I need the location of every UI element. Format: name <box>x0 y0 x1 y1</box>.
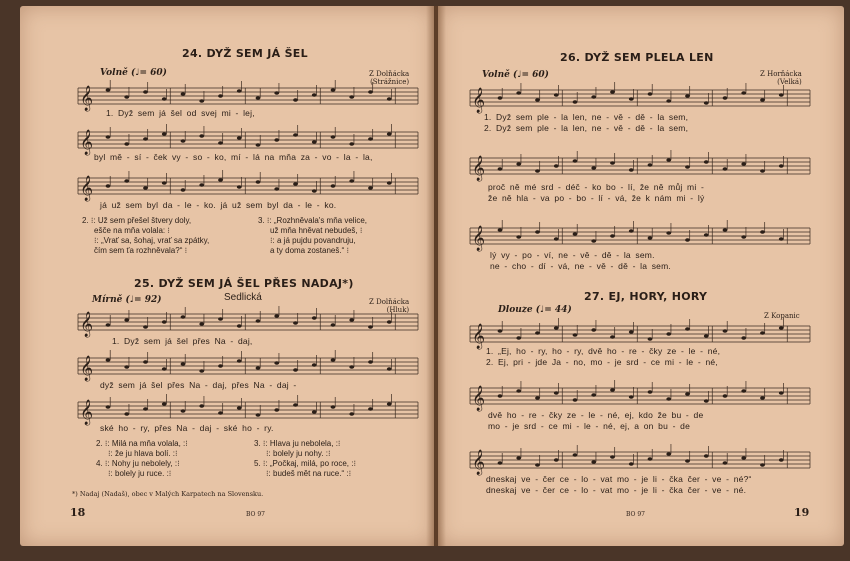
note-head <box>199 404 204 408</box>
note-head <box>162 320 167 324</box>
note-head <box>685 165 690 169</box>
note-head <box>723 461 728 465</box>
note-head <box>218 364 223 368</box>
note-head <box>591 328 596 332</box>
song-26-lyric-2: 2. Dyž sem ple - la len, ne - vě - dě - la sem, <box>484 123 689 133</box>
note-head <box>274 187 279 191</box>
treble-clef-icon: 𝄞 <box>80 176 94 201</box>
note-head <box>516 336 521 340</box>
note-head <box>779 458 784 462</box>
note-head <box>779 93 784 97</box>
note-head <box>629 462 634 466</box>
note-head <box>274 91 279 95</box>
note-head <box>685 94 690 98</box>
note-head <box>610 455 615 459</box>
note-head <box>723 96 728 100</box>
note-head <box>516 162 521 166</box>
song-25-subtitle: Sedlická <box>224 292 262 303</box>
note-head <box>573 333 578 337</box>
note-head <box>274 138 279 142</box>
note-head <box>498 96 503 100</box>
song-25-tempo: Mírně (♩= 92) <box>92 295 162 305</box>
song-26-staff-3 <box>470 226 810 251</box>
song-25-lyric-line-3: ské ho - ry, přes Na - daj - ské ho - ry. <box>100 423 274 433</box>
note-head <box>143 137 148 141</box>
note-head <box>629 168 634 172</box>
note-head <box>312 316 317 320</box>
song-25-verse-3-line-2: ⁝: bolely ju nohy. :⁝ <box>266 449 331 458</box>
song-25-staff-2 <box>78 356 418 381</box>
note-head <box>274 361 279 365</box>
song-24-lyric-line-2: byl mě - sí - ček vy - so - ko, mí - lá na mňa za - vo - la - la, <box>94 152 373 162</box>
song-27-lyric-2: 2. Ej, pri - jde Ja - no, mo - je srd - ce mi - le - né, <box>486 357 718 367</box>
song-24-source-village: (Strážnice) <box>370 78 410 86</box>
note-head <box>199 322 204 326</box>
note-head <box>143 360 148 364</box>
note-head <box>629 97 634 101</box>
note-head <box>723 394 728 398</box>
note-head <box>760 98 765 102</box>
note-head <box>648 92 653 96</box>
note-head <box>218 94 223 98</box>
note-head <box>610 90 615 94</box>
note-head <box>610 335 615 339</box>
note-head <box>648 236 653 240</box>
song-25-verse-2-line-2: ⁝: že ju hlava bolí. :⁝ <box>108 449 178 458</box>
note-head <box>648 337 653 341</box>
note-head <box>648 390 653 394</box>
note-head <box>535 98 540 102</box>
book-gutter <box>426 6 446 546</box>
note-head <box>349 95 354 99</box>
note-head <box>162 132 167 136</box>
note-head <box>535 463 540 467</box>
note-head <box>629 330 634 334</box>
note-head <box>666 332 671 336</box>
note-head <box>293 133 298 137</box>
note-head <box>256 413 261 417</box>
note-head <box>573 232 578 236</box>
song-25-verse-4-line-1: 4. ⁝: Nohy ju nebolely, :⁝ <box>96 459 180 468</box>
note-head <box>124 412 129 416</box>
note-head <box>349 179 354 183</box>
song-24-staff-2 <box>78 130 418 155</box>
note-head <box>535 230 540 234</box>
note-head <box>554 164 559 168</box>
note-head <box>723 167 728 171</box>
treble-clef-icon: 𝄞 <box>472 156 486 181</box>
note-head <box>535 169 540 173</box>
note-head <box>610 388 615 392</box>
note-head <box>741 162 746 166</box>
note-head <box>591 95 596 99</box>
note-head <box>591 393 596 397</box>
note-head <box>516 235 521 239</box>
note-head <box>237 89 242 93</box>
note-head <box>760 463 765 467</box>
note-head <box>554 237 559 241</box>
note-head <box>181 315 186 319</box>
song-25-verse-2-line-1: 2. ⁝: Milá na mňa volala, :⁝ <box>96 439 188 448</box>
note-head <box>331 88 336 92</box>
note-head <box>162 181 167 185</box>
note-head <box>237 406 242 410</box>
note-head <box>237 324 242 328</box>
song-27-source: Z Kopanic <box>764 312 800 320</box>
note-head <box>591 166 596 170</box>
song-24-tempo: Volně (♩= 60) <box>100 68 167 78</box>
note-head <box>106 184 111 188</box>
song-27-lyric-5: dneskaj ve - čer ce - lo - vat mo - je li - čka čer - ve - né?“ <box>486 474 752 484</box>
song-26-lyric-4: že ně hla - va po - bo - lí - vá, že k nám mi - lý <box>488 193 705 203</box>
note-head <box>256 180 261 184</box>
song-25-source-region: Z Dolňácka <box>369 298 410 306</box>
note-head <box>124 142 129 146</box>
song-25-staff-3 <box>78 400 418 425</box>
note-head <box>535 331 540 335</box>
note-head <box>387 320 392 324</box>
treble-clef-icon: 𝄞 <box>472 324 486 349</box>
treble-clef-icon: 𝄞 <box>472 450 486 475</box>
song-24-staff-1 <box>78 86 418 111</box>
left-page-code: BO 97 <box>246 511 265 518</box>
note-head <box>704 454 709 458</box>
note-head <box>199 99 204 103</box>
note-head <box>685 392 690 396</box>
song-27-tempo: Dlouze (♩= 44) <box>498 305 572 315</box>
note-head <box>685 327 690 331</box>
note-head <box>741 389 746 393</box>
song-27-staff-1 <box>470 324 810 349</box>
note-head <box>591 460 596 464</box>
note-head <box>554 326 559 330</box>
song-25-verses-3-5 <box>254 439 356 479</box>
song-26-title: 26. DYŽ SEM PLELA LEN <box>560 51 714 64</box>
note-head <box>331 405 336 409</box>
treble-clef-icon: 𝄞 <box>80 86 94 111</box>
song-25-title: 25. DYŽ SEM JÁ ŠEL PŘES NADAJ*) <box>134 277 354 290</box>
note-head <box>331 135 336 139</box>
note-head <box>312 93 317 97</box>
song-24-staff-3 <box>78 176 418 201</box>
song-27-title: 27. EJ, HORY, HORY <box>584 290 708 303</box>
note-head <box>293 368 298 372</box>
song-24-lyric-line-3: já už sem byl da - le - ko. já už sem byl da - le - ko. <box>100 200 337 210</box>
note-head <box>368 90 373 94</box>
note-head <box>760 230 765 234</box>
note-head <box>741 91 746 95</box>
song-27-lyric-6: dneskaj ve - čer ce - lo - vat mo - je li - čka čer - ve - né. <box>486 485 747 495</box>
note-head <box>498 228 503 232</box>
note-head <box>648 163 653 167</box>
song-25-verse-5-line-2: ⁝: budeš mět na ruce.“ :⁝ <box>266 469 352 478</box>
note-head <box>349 142 354 146</box>
treble-clef-icon: 𝄞 <box>80 356 94 381</box>
song-27-staff-3 <box>470 450 810 475</box>
note-head <box>143 90 148 94</box>
song-27-lyric-1: 1. „Ej, ho - ry, ho - ry, dvě ho - re - čky ze - le - né, <box>486 346 721 356</box>
song-24-verse-3: 3. ⁝: „Rozhněvala's mňa velice, už mňa hněvat nebudeš, ⁝ ⁝: a já pujdu povandruju, a ty doma zostaneš.“ ⁝ <box>258 216 368 255</box>
note-head <box>535 396 540 400</box>
note-head <box>516 389 521 393</box>
note-head <box>498 394 503 398</box>
note-head <box>387 181 392 185</box>
note-head <box>741 336 746 340</box>
note-head <box>143 186 148 190</box>
note-head <box>256 319 261 323</box>
note-head <box>349 365 354 369</box>
song-27-lyric-3: dvě ho - re - čky ze - le - né, ej, kdo že bu - de <box>488 410 704 420</box>
note-head <box>331 184 336 188</box>
note-head <box>256 366 261 370</box>
note-head <box>368 325 373 329</box>
note-head <box>124 318 129 322</box>
note-head <box>779 164 784 168</box>
note-head <box>143 325 148 329</box>
song-25-verses-2-4 <box>96 439 188 479</box>
song-26-lyric-6: ne - cho - dí - vá, ne - vě - dě - la sem. <box>490 261 671 271</box>
treble-clef-icon: 𝄞 <box>472 386 486 411</box>
song-24-title: 24. DYŽ SEM JÁ ŠEL <box>182 47 308 60</box>
note-head <box>124 95 129 99</box>
note-head <box>685 459 690 463</box>
note-head <box>256 96 261 100</box>
note-head <box>312 140 317 144</box>
note-head <box>666 158 671 162</box>
note-head <box>573 100 578 104</box>
note-head <box>516 91 521 95</box>
note-head <box>256 143 261 147</box>
note-head <box>199 134 204 138</box>
note-head <box>312 189 317 193</box>
note-head <box>629 229 634 233</box>
note-head <box>199 369 204 373</box>
song-25-lyric-line-1: 1. Dyž sem já šel přes Na - daj, <box>112 336 253 346</box>
note-head <box>106 358 111 362</box>
note-head <box>218 411 223 415</box>
note-head <box>106 323 111 327</box>
note-head <box>331 323 336 327</box>
note-head <box>648 457 653 461</box>
note-head <box>162 367 167 371</box>
note-head <box>106 88 111 92</box>
note-head <box>741 456 746 460</box>
song-26-lyric-1: 1. Dyž sem ple - la len, ne - vě - dě - la sem, <box>484 112 689 122</box>
note-head <box>237 136 242 140</box>
note-head <box>685 238 690 242</box>
note-head <box>181 188 186 192</box>
note-head <box>387 367 392 371</box>
song-26-staff-2 <box>470 156 810 181</box>
note-head <box>573 398 578 402</box>
note-head <box>293 321 298 325</box>
note-head <box>368 186 373 190</box>
right-page-number: 19 <box>794 506 810 519</box>
song-26-source-region: Z Horňácka <box>760 70 802 78</box>
song-25-source-village: (Hluk) <box>386 306 410 314</box>
treble-clef-icon: 𝄞 <box>472 226 486 251</box>
song-25-lyric-line-2: dyž sem já šel přes Na - daj, přes Na - daj - <box>100 380 297 390</box>
song-25-footnote: *) Nadaj (Nadaš), obec v Malých Karpatech na Slovensku. <box>72 490 264 498</box>
right-page-code: BO 97 <box>626 511 645 518</box>
treble-clef-icon: 𝄞 <box>472 88 486 113</box>
note-head <box>237 359 242 363</box>
note-head <box>387 132 392 136</box>
song-26-staff-1 <box>470 88 810 113</box>
note-head <box>741 235 746 239</box>
note-head <box>124 179 129 183</box>
song-26-lyric-5: lý vy - po - ví, ne - vě - dě - la sem. <box>490 250 655 260</box>
note-head <box>387 97 392 101</box>
song-25-verse-4-line-2: ⁝: bolely ju ruce. :⁝ <box>108 469 172 478</box>
note-head <box>218 317 223 321</box>
note-head <box>723 329 728 333</box>
note-head <box>368 407 373 411</box>
note-head <box>124 365 129 369</box>
left-page-number: 18 <box>70 506 86 519</box>
note-head <box>312 410 317 414</box>
note-head <box>293 403 298 407</box>
treble-clef-icon: 𝄞 <box>80 130 94 155</box>
song-25-verse-5-line-1: 5. ⁝: „Počkaj, milá, po roce, :⁝ <box>254 459 357 468</box>
note-head <box>368 360 373 364</box>
note-head <box>498 329 503 333</box>
note-head <box>498 461 503 465</box>
song-26-lyric-3: proč ně mé srd - déč - ko bo - lí, že ně můj mi - <box>488 182 704 192</box>
note-head <box>293 98 298 102</box>
note-head <box>312 363 317 367</box>
note-head <box>554 93 559 97</box>
note-head <box>666 397 671 401</box>
note-head <box>274 408 279 412</box>
note-head <box>237 185 242 189</box>
note-head <box>610 161 615 165</box>
note-head <box>573 159 578 163</box>
note-head <box>779 237 784 241</box>
note-head <box>610 234 615 238</box>
note-head <box>629 395 634 399</box>
note-head <box>181 139 186 143</box>
note-head <box>181 362 186 366</box>
treble-clef-icon: 𝄞 <box>80 400 94 425</box>
note-head <box>106 405 111 409</box>
note-head <box>704 101 709 105</box>
song-27-lyric-4: mo - je srd - ce mi - le - né, ej, a on bu - de <box>488 421 691 431</box>
note-head <box>349 318 354 322</box>
note-head <box>218 141 223 145</box>
note-head <box>704 160 709 164</box>
note-head <box>704 399 709 403</box>
note-head <box>666 452 671 456</box>
note-head <box>162 402 167 406</box>
note-head <box>387 402 392 406</box>
note-head <box>704 233 709 237</box>
note-head <box>760 396 765 400</box>
note-head <box>760 169 765 173</box>
song-26-tempo: Volně (♩= 60) <box>482 70 549 80</box>
note-head <box>274 314 279 318</box>
songbook-spread <box>14 6 844 554</box>
song-27-staff-2 <box>470 386 810 411</box>
song-24-source <box>369 70 409 86</box>
song-26-source <box>760 70 802 86</box>
note-head <box>199 183 204 187</box>
song-24-lyric-line-1: 1. Dyž sem já šel od svej mi - lej, <box>106 108 255 118</box>
song-24-source-region: Z Dolňácka <box>369 70 410 78</box>
note-head <box>162 97 167 101</box>
note-head <box>666 99 671 103</box>
note-head <box>666 231 671 235</box>
note-head <box>181 409 186 413</box>
note-head <box>779 391 784 395</box>
song-24-verse-2: 2. ⁝: Už sem přešel štvery doly, ešče na mňa volala: ⁝ ⁝: „Vrať sa, šohaj, vrať sa zpátky, čím sem ťa rozhněvala?“ ⁝ <box>82 216 210 255</box>
note-head <box>293 182 298 186</box>
note-head <box>218 178 223 182</box>
note-head <box>554 391 559 395</box>
song-25-staff-1 <box>78 312 418 337</box>
note-head <box>498 167 503 171</box>
song-25-verse-3-line-1: 3. ⁝: Hlava ju nebolela, :⁝ <box>254 439 341 448</box>
note-head <box>516 456 521 460</box>
note-head <box>106 135 111 139</box>
note-head <box>704 334 709 338</box>
note-head <box>181 92 186 96</box>
note-head <box>143 407 148 411</box>
treble-clef-icon: 𝄞 <box>80 312 94 337</box>
note-head <box>723 228 728 232</box>
note-head <box>779 326 784 330</box>
note-head <box>349 412 354 416</box>
note-head <box>760 331 765 335</box>
note-head <box>591 239 596 243</box>
note-head <box>331 358 336 362</box>
song-26-source-village: (Velká) <box>777 78 802 86</box>
note-head <box>368 137 373 141</box>
note-head <box>573 453 578 457</box>
note-head <box>554 458 559 462</box>
